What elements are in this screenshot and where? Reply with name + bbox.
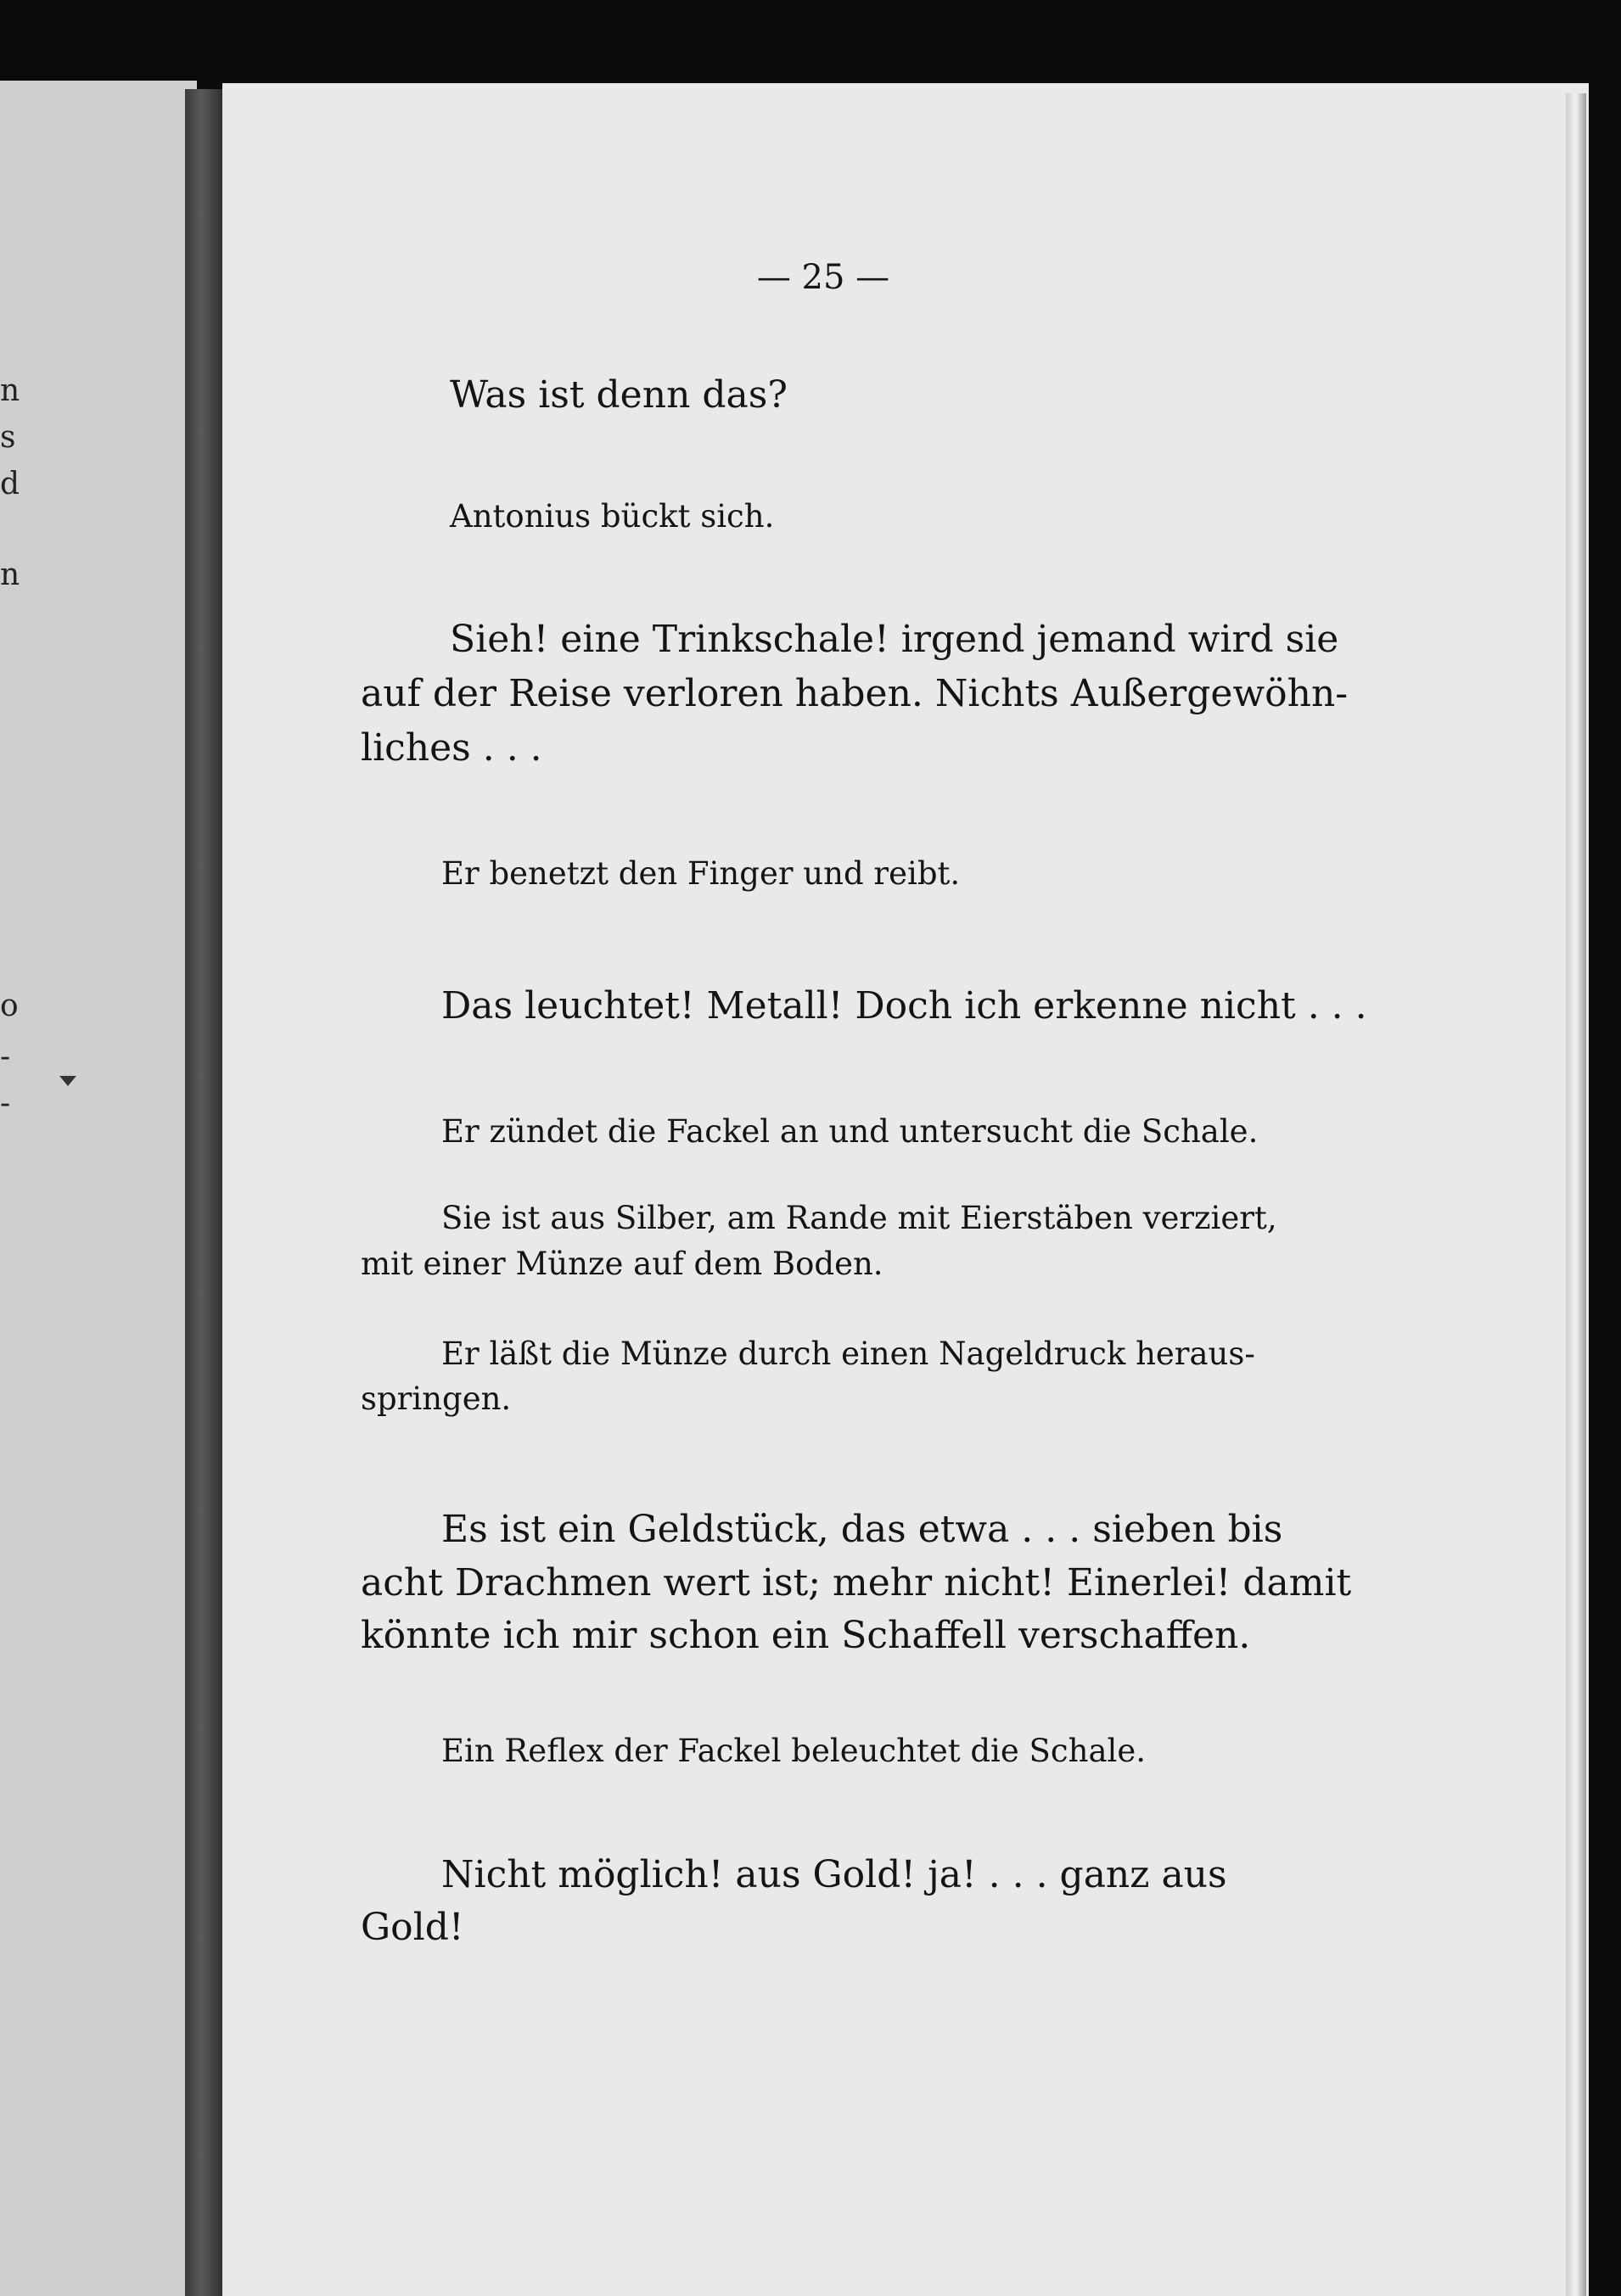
speech-line: Es ist ein Geldstück, das etwa . . . sieben bis <box>441 1508 1283 1551</box>
stage-direction-line: mit einer Münze auf dem Boden. <box>361 1246 883 1282</box>
speech-line: acht Drachmen wert ist; mehr nicht! Einerlei! damit <box>361 1561 1352 1604</box>
left-page-fragment: d <box>0 467 20 501</box>
page-edge <box>1566 93 1586 2296</box>
left-page-fragment: o <box>0 988 19 1023</box>
speech-line: Nicht möglich! aus Gold! ja! . . . ganz aus <box>441 1853 1227 1896</box>
speech-line: Das leuchtet! Metall! Doch ich erkenne nicht . . . <box>441 984 1367 1028</box>
left-page-fragment: - <box>0 1086 11 1121</box>
speech-line: Was ist denn das? <box>450 373 788 417</box>
stage-direction-line: Ein Reflex der Fackel beleuchtet die Schale. <box>441 1733 1146 1769</box>
speech-line: Sieh! eine Trinkschale! irgend jemand wird sie <box>450 618 1339 661</box>
speech-line: auf der Reise verloren haben. Nichts Außergewöhn- <box>361 672 1349 715</box>
stage-direction-line: springen. <box>361 1380 512 1417</box>
left-page-fragment: - <box>0 1039 11 1074</box>
speech-line: Gold! <box>361 1906 464 1949</box>
left-page-fragment: n <box>0 373 20 408</box>
page-number: — 25 — <box>756 258 890 297</box>
left-page-fragment: n <box>0 557 20 592</box>
book-spine <box>185 89 226 2296</box>
speech-line: könnte ich mir schon ein Schaffell verschaffen. <box>361 1614 1251 1657</box>
stage-direction-line: Er zündet die Fackel an und untersucht die Schale. <box>441 1113 1259 1150</box>
right-page <box>222 83 1589 2296</box>
stage-direction-line: Antonius bückt sich. <box>450 498 775 535</box>
stage-direction-line: Er läßt die Münze durch einen Nageldruck heraus- <box>441 1336 1255 1372</box>
stage-direction-line: Er benetzt den Finger und reibt. <box>441 855 961 892</box>
speech-line: liches . . . <box>361 726 542 770</box>
left-page-fragment: s <box>0 420 16 455</box>
triangle-down-icon <box>59 1076 76 1086</box>
stage-direction-line: Sie ist aus Silber, am Rande mit Eierstäben verziert, <box>441 1200 1277 1236</box>
left-page <box>0 81 197 2296</box>
